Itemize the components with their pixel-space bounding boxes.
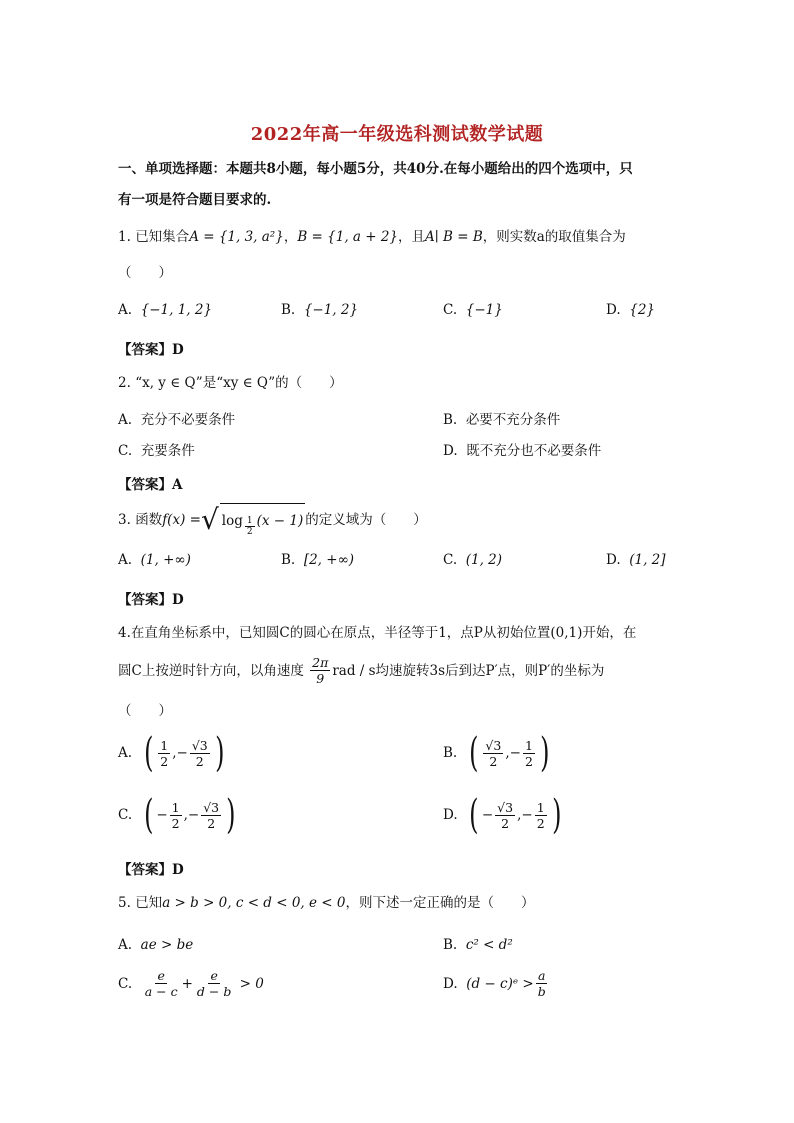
option-value: [2, +∞) (303, 552, 355, 568)
question-number: 5. (118, 895, 131, 911)
fraction (143, 968, 180, 999)
option-value: 充要条件 (140, 443, 195, 459)
option-label: A. (118, 745, 133, 761)
left-paren-icon: ( (143, 792, 154, 838)
fraction-denominator: 2 (489, 753, 498, 769)
option-value: 既不充分也不必要条件 (466, 443, 602, 459)
fraction-numerator: 1 (524, 737, 533, 753)
option-label: B. (443, 745, 458, 761)
fraction-denominator: 2 (195, 753, 204, 769)
option-label: C. (118, 807, 133, 823)
option-value: {2} (629, 302, 656, 318)
left-paren-icon: ( (469, 792, 479, 838)
question-1-stem (118, 228, 626, 246)
fraction (483, 738, 503, 769)
fraction-numerator: 1 (536, 799, 545, 815)
option-b (443, 730, 553, 776)
question-3-stem (118, 503, 427, 537)
comparison: > 0 (239, 975, 264, 992)
fraction-numerator: 1 (246, 516, 253, 526)
option-label: B. (281, 552, 296, 568)
fraction-numerator: e (210, 968, 218, 983)
fraction-numerator: √3 (485, 737, 502, 753)
question-text: ， (283, 229, 298, 245)
question-number: 3. (118, 512, 131, 528)
question-text: 圆C上按逆时针方向，以角速度 (118, 662, 304, 679)
option-a (118, 301, 212, 319)
option-value: 充分不必要条件 (140, 412, 236, 428)
option-d (606, 551, 666, 569)
option-d (443, 442, 601, 460)
left-paren-icon: ( (143, 730, 154, 776)
fraction-numerator: e (157, 968, 165, 983)
sign: − (481, 807, 494, 823)
fraction-numerator: √3 (203, 799, 220, 815)
fraction-denominator: 2 (536, 815, 545, 831)
option-label: C. (443, 552, 458, 568)
option-value: {−1} (465, 302, 503, 318)
question-number: 1. (118, 229, 131, 245)
fraction (536, 968, 548, 999)
log-argument: (x − 1) (256, 512, 304, 529)
question-5-stem (118, 894, 534, 912)
fraction (201, 800, 221, 831)
section-heading-line1: 一、单项选择题：本题共8小题，每小题5分，共40分.在每小题给出的四个选项中，只 (118, 161, 633, 177)
question-number: 4. (118, 625, 131, 641)
option-value: (1, +∞) (140, 552, 191, 568)
option-b (281, 301, 358, 319)
right-paren-icon: ) (540, 730, 550, 776)
option-value: {−1, 1, 2} (140, 302, 213, 318)
option-d (443, 792, 564, 838)
angular-velocity-fraction (310, 655, 330, 686)
option-c (118, 792, 239, 838)
answer-blank: （ ） (118, 703, 172, 719)
option-label: B. (281, 302, 296, 318)
option-label: A. (118, 412, 133, 428)
answer-2: 【答案】A (118, 477, 183, 493)
fraction-denominator: 2 (171, 815, 180, 831)
option-c (118, 442, 195, 460)
option-label: C. (443, 302, 458, 318)
fraction (190, 738, 210, 769)
question-text: “x, y ∈ Q”是“xy ∈ Q”的（ ） (135, 375, 343, 391)
separator: ,− (517, 807, 533, 823)
answer-4: 【答案】D (118, 862, 184, 878)
option-label: B. (443, 412, 458, 428)
section-heading-line2: 有一项是符合题目要求的. (118, 192, 272, 208)
right-paren-icon: ) (551, 792, 562, 838)
option-b (281, 551, 354, 569)
question-text: 已知集合 (135, 229, 190, 245)
separator: ,− (183, 807, 200, 823)
math-expression: a > b > 0, c < d < 0, e < 0 (162, 895, 346, 911)
fraction-numerator: √3 (497, 799, 514, 815)
math-expression: (d − c)ᵉ > (466, 975, 534, 992)
fraction (535, 800, 547, 831)
page-title: 2022年高一年级选科测试数学试题 (250, 124, 544, 145)
fraction-numerator: √3 (191, 737, 208, 753)
question-text: 在直角坐标系中，已知圆C的圆心在原点，半径等于1，点P从初始位置(0,1)开始，在 (130, 625, 637, 641)
sqrt-icon: √ (200, 503, 219, 536)
option-label: D. (606, 302, 621, 318)
question-text: ，则下述一定正确的是（ ） (345, 895, 535, 911)
option-b (443, 411, 560, 429)
fraction-denominator: 2 (501, 815, 510, 831)
fraction (495, 800, 515, 831)
option-value: c² < d² (465, 937, 513, 953)
question-4-line2 (118, 655, 604, 686)
fraction-denominator: d − b (196, 984, 232, 999)
question-text: rad / s均速旋转3s后到达P′点，则P′的坐标为 (332, 662, 605, 679)
option-label: D. (606, 552, 621, 568)
option-a (118, 936, 193, 954)
right-paren-icon: ) (214, 730, 225, 776)
question-4-line1 (118, 624, 636, 642)
fraction (523, 738, 535, 769)
fraction-numerator: a (537, 968, 546, 983)
question-text: 函数 (135, 512, 163, 528)
question-text: 已知 (135, 895, 163, 911)
option-label: A. (118, 937, 133, 953)
option-c (443, 551, 502, 569)
fraction (195, 968, 233, 999)
fraction (170, 800, 182, 831)
math-expression: A = {1, 3, a²} (189, 229, 284, 245)
answer-blank: （ ） (118, 265, 172, 281)
option-label: D. (443, 443, 458, 459)
option-label: D. (443, 975, 458, 992)
option-b (443, 936, 513, 954)
fraction-denominator: b (537, 984, 546, 999)
log-base (245, 516, 255, 537)
answer-1: 【答案】D (118, 342, 184, 358)
option-value: ae > be (140, 937, 194, 953)
separator: ,− (505, 745, 521, 761)
option-value: (1, 2] (629, 552, 666, 568)
math-expression: f(x) = (162, 512, 201, 528)
math-expression: B = {1, a + 2} (297, 229, 399, 245)
question-text: 的定义域为（ ） (305, 512, 427, 528)
answer-3: 【答案】D (118, 592, 184, 608)
question-text: ，则实数a的取值集合为 (482, 229, 626, 245)
question-2-stem (118, 374, 343, 392)
right-paren-icon: ) (226, 792, 236, 838)
fraction-denominator: a − c (144, 984, 178, 999)
option-label: C. (118, 443, 133, 459)
sign: − (156, 807, 168, 823)
option-d (606, 301, 655, 319)
option-value: (1, 2) (465, 552, 503, 568)
option-a (118, 411, 235, 429)
radicand (220, 503, 305, 537)
log-label: log (221, 512, 243, 529)
option-a (118, 730, 227, 776)
option-value: 必要不充分条件 (465, 412, 561, 428)
fraction-denominator: 2 (246, 527, 253, 537)
question-text: ，且 (398, 229, 426, 245)
fraction (158, 738, 170, 769)
fraction-denominator: 2 (160, 753, 169, 769)
left-paren-icon: ( (468, 730, 479, 776)
option-d (443, 968, 550, 999)
fraction-denominator: 9 (316, 671, 325, 686)
option-label: D. (443, 807, 458, 823)
operator: + (181, 975, 193, 992)
separator: ,− (172, 745, 188, 761)
math-expression: A∣ B = B (425, 229, 483, 245)
fraction-numerator: 2π (312, 655, 329, 670)
option-label: B. (443, 937, 458, 953)
fraction-denominator: 2 (524, 753, 533, 769)
option-label: A. (118, 552, 133, 568)
fraction-denominator: 2 (207, 815, 216, 831)
option-value: {−1, 2} (303, 302, 359, 318)
option-label: C. (118, 975, 133, 992)
question-number: 2. (118, 375, 131, 391)
option-c (118, 968, 264, 999)
fraction-numerator: 1 (160, 737, 169, 753)
fraction-numerator: 1 (171, 799, 180, 815)
option-c (443, 301, 503, 319)
option-a (118, 551, 191, 569)
option-label: A. (118, 302, 133, 318)
